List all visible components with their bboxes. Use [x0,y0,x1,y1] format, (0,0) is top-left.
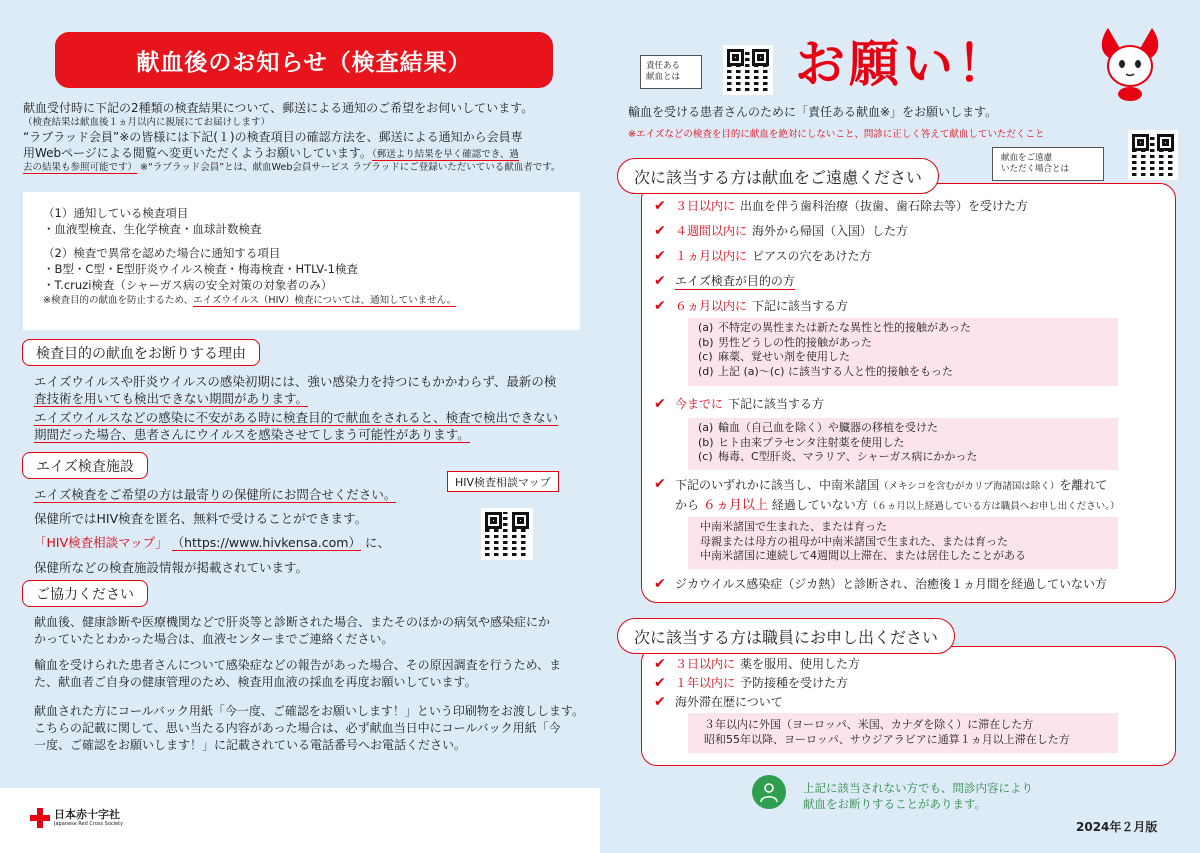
red-cross-icon [30,808,50,828]
text-line: エイズ検査をご希望の方は最寄りの保健所にお問合せください。 [34,487,397,502]
aids-section-label: エイズ検査施設 [22,452,148,479]
check-note-hiv: エイズウイルス（HIV）検査については、通知していません。 [193,295,457,306]
item-text: 出血を伴う歯科治療（抜歯、歯石除去等）を受けた方 [740,199,1029,213]
item-highlight: １年以内に [675,676,736,690]
text-line: 保健所などの検査施設情報が掲載されています。 [34,560,309,575]
intro-note: ※“ラブラッド会員”とは、献血Web会員サービス ラブラッドにご登録いただいている献血者です。 [140,162,561,173]
notice-line: 上記に該当されない方でも、問診内容により [803,781,1033,795]
reason-paragraph [34,373,589,407]
text-line: かっていたとわかった場合は、血液センターまでご連絡ください。 [34,632,394,646]
sub-condition-box [688,318,1118,386]
refrain-heading: 次に該当する方は献血をご遠慮ください [617,158,939,194]
check-item: ・血液型検査、生化学検査・血球計数検査 [43,222,262,236]
aids-paragraph [34,559,454,576]
refrain-item [654,222,908,239]
item-highlight: １ヵ月以内に [675,249,748,263]
sub-condition: ３年以内に外国（ヨーロッパ、米国、カナダを除く）に滞在した方 [704,718,1034,731]
text-line: エイズウイルスなどの感染に不安がある時に検査目的で献血をされると、検査で検出できない [34,410,559,425]
logo-name-en: Japanese Red Cross Society [54,821,124,827]
sub-condition: (a) 輸血（自己血を除く）や臓器の移植を受けた [698,421,938,434]
refrain-item [654,395,824,412]
item-text: ピアスの穴をあけた方 [752,249,872,263]
onegai-heading: お願い！ [795,35,1011,93]
item-highlight: ４週間以内に [675,224,748,238]
intro-line: “ラブラッド会員”※の皆様には下記(１)の検査項目の確認方法を、郵送による通知から会員専 [23,130,523,144]
intro-text [23,100,598,174]
jrc-logo [30,808,123,828]
refrain-item [654,297,848,314]
report-item [654,674,848,691]
text-line: 一度、ご確認をお願いします！」に記載されている電話番号へお電話ください。 [34,738,467,752]
logo-name: 日本赤十字社 [54,808,120,821]
text-line: た、献血者ご自身の健康管理のため、検査用血液の採血を再度お願いしています。 [34,675,477,689]
text-line: 輸血を受けられた患者さんについて感染症などの報告があった場合、その原因調査を行うため、ま [34,658,562,672]
responsible-donation-label [640,55,702,89]
item-text: 海外滞在歴について [675,695,783,709]
text-line: 期間だった場合、患者さんにウイルスを感染させてしまう可能性があります。 [34,427,470,442]
check-icon: ✔ [654,273,666,289]
intro-line: 用Webページによる閲覧へ変更いただくようお願いしています。 [23,146,372,160]
coop-paragraph [34,614,594,648]
sub-condition: (b) ヒト由来プラセンタ注射薬を使用した [698,435,905,449]
reason-section-label: 検査目的の献血をお断りする理由 [22,339,260,366]
item-text: 下記に該当する方 [728,397,825,411]
refrain-item [654,272,795,290]
text-line: 保健所ではHIV検査を匿名、無料で受けることができます。 [34,511,368,526]
check-icon: ✔ [654,693,666,710]
text-line: 献血後、健康診断や医療機関などで肝炎等と診断された場合、またそのほかの病気や感染症にか [34,615,551,629]
notice-text [803,780,1033,812]
sub-condition-box [688,713,1118,753]
text-line: エイズウイルスや肝炎ウイルスの感染初期には、強い感染力を持つにもかかわらず、最新の検 [34,374,557,389]
refrain-item [654,197,1028,214]
item-highlight: ６ヵ月以内に [675,299,748,313]
responsible-donation-note: ※エイズなどの検査を目的に献血を絶対にしないこと、問診に正しく答えて献血していただくこと [628,129,1045,140]
check-heading: （1）通知している検査項目 [43,206,189,220]
label-line: 責任ある [646,61,681,71]
check-icon: ✔ [654,247,666,264]
report-item [654,655,860,672]
coop-section-label: ご協力ください [22,580,148,607]
sub-condition: 母親または母方の祖母が中南米諸国で生まれた、または育った [700,534,1008,548]
text-line: 献血された方にコールバック用紙「今一度、ご確認をお願いします！」という印刷物をお渡しします。 [34,704,584,718]
sub-condition: (c) 麻薬、覚せい剤を使用した [698,350,850,363]
sub-condition: 中南米諸国で生まれた、または育った [700,520,887,533]
coop-paragraph [34,657,594,691]
refrain-cases-label [992,147,1104,181]
report-item [654,693,783,710]
hiv-map-qr-code[interactable] [481,508,533,560]
report-heading: 次に該当する方は職員にお申し出ください [617,618,955,654]
item-highlight: ６ヵ月以上 [702,498,768,513]
item-text: 下記のいずれかに該当し、中南米諸国 [675,478,880,492]
check-note: ※検査目的の献血を防止するため、 [43,295,194,306]
check-icon: ✔ [654,575,666,592]
intro-note: 去の結果も参照可能です） [23,162,138,173]
sub-condition: 昭和55年以降、ヨーロッパ、サウジアラビアに通算１ヵ月以上滞在した方 [704,732,1070,746]
check-icon: ✔ [654,395,666,412]
refrain-item [654,575,1107,592]
check-icon: ✔ [654,655,666,672]
reason-paragraph [34,409,589,443]
item-highlight: ３日以内に [675,199,736,213]
responsible-donation-text: 輸血を受ける患者さんのために「責任ある献血※」をお願いします。 [628,105,998,119]
label-line: いただく場合とは [1001,164,1070,174]
item-highlight: ３日以内に [675,657,736,671]
item-text: ジカウイルス感染症（ジカ熱）と診断され、治癒後１ヵ月間を経過していない方 [675,577,1108,591]
refrain-item [654,247,872,264]
item-text: を離れて [1059,478,1108,492]
doctor-icon [752,775,786,809]
sub-condition: (b) 男性どうしの性的接触があった [698,335,872,349]
check-icon: ✔ [654,197,666,214]
check-item: ・B型・C型・E型肝炎ウイルス検査・梅毒検査・HTLV-1検査 [43,262,358,276]
check-icon: ✔ [654,297,666,314]
intro-line: 献血受付時に下記の2種類の検査結果について、郵送による通知のご希望をお伺いしています。 [23,101,534,115]
item-highlight: 今までに [675,397,724,411]
text-line: に、 [364,535,390,550]
sub-condition: (a) 不特定の異性または新たな異性と性的接触があった [698,321,971,334]
item-text: 経過していない方 [771,498,868,512]
item-text: から [675,498,700,512]
hiv-map-url[interactable]: （https://www.hivkensa.com） [171,535,361,550]
label-line: 献血とは [646,72,681,82]
item-text: 予防接種を受けた方 [740,676,849,690]
item-text: 海外から帰国（入国）した方 [752,224,909,238]
item-text: 薬を服用、使用した方 [740,657,861,671]
text-line: こちらの記載に関して、思い当たる内容があった場合は、必ず献血当日中にコールバック用紙「今 [34,721,561,735]
refrain-item [654,476,1119,516]
sub-condition: (d) 上記 (a)～(c) に該当する人と性的接触をもった [698,364,953,378]
check-icon: ✔ [654,222,666,239]
hiv-map-name: 「HIV検査相談マップ」 [34,535,168,550]
refrain-cases-qr-code[interactable] [1128,130,1178,180]
check-item: ・T.cruzi検査（シャーガス病の安全対策の対象者のみ） [43,278,333,292]
check-heading: （2）検査で異常を認めた場合に通知する項目 [43,246,281,260]
item-text: （６ヵ月以上経過している方は職員へお申し出ください。） [867,501,1120,512]
sub-condition-box [688,517,1118,569]
hiv-map-label: HIV検査相談マップ [447,471,559,492]
responsible-donation-qr-code[interactable] [723,45,773,95]
text-line: 査技術を用いても検出できない期間があります。 [34,391,309,406]
check-icon: ✔ [654,674,666,691]
sub-condition: 中南米諸国に連続して4週間以上滞在、または居住したことがある [700,549,1026,562]
label-line: 献血をご遠慮 [1001,153,1053,163]
item-text: 下記に該当する方 [752,299,849,313]
sub-condition-box [688,418,1118,470]
aids-paragraph [34,534,454,551]
sub-condition: (c) 梅毒、C型肝炎、マラリア、シャーガス病にかかった [698,450,978,463]
aids-paragraph [34,510,454,527]
intro-note: （郵送より結果を早く確認でき、過 [371,149,519,160]
notice-line: 献血をお断りすることがあります。 [803,797,987,811]
coop-paragraph [34,703,594,754]
item-text: （メキシコを含むがカリブ海諸国は除く） [879,481,1060,492]
page-title: 献血後のお知らせ（検査結果） [55,32,553,88]
edition-label: 2024年２月版 [1076,820,1158,834]
mascot-icon [1090,22,1170,102]
item-text: エイズ検査が目的の方 [675,274,795,288]
check-icon: ✔ [654,476,666,492]
check-items-box [23,192,580,330]
aids-paragraph [34,486,454,503]
intro-note: （検査結果は献血後１ヵ月以内に親展にてお届けします） [23,117,271,128]
